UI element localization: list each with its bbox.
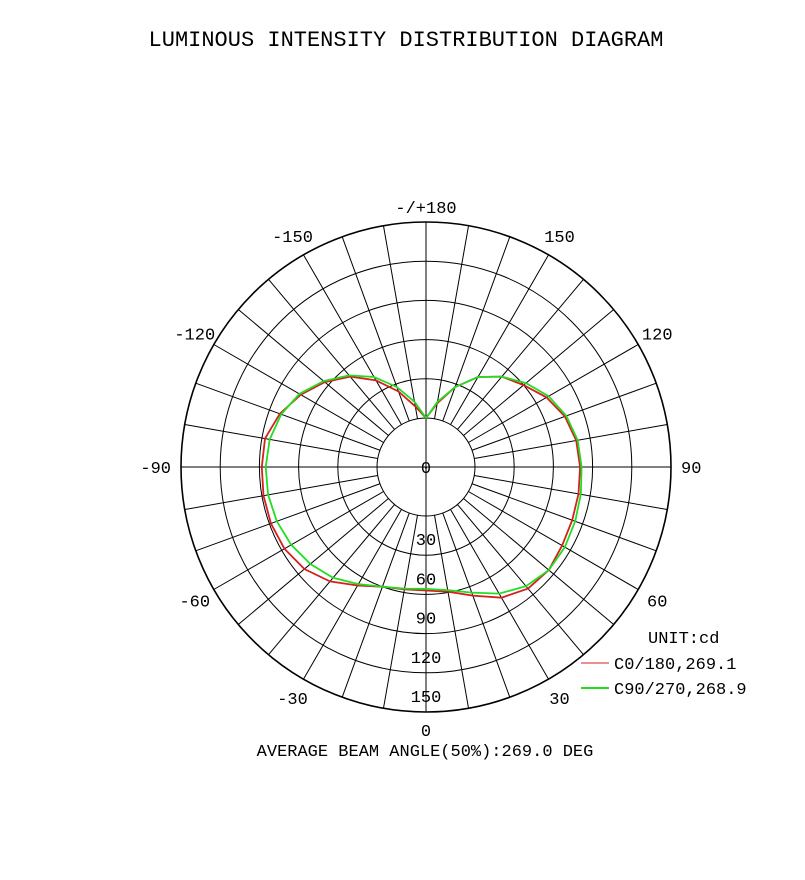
grid-spoke (443, 237, 510, 421)
legend-entry: C90/270,268.9 (614, 681, 747, 700)
angle-tick-label: 150 (544, 228, 575, 248)
angle-tick-label: 120 (641, 326, 673, 346)
grid-spoke (474, 476, 667, 510)
grid-spoke (238, 498, 388, 624)
grid-spoke (269, 505, 395, 655)
intensity-curves (262, 375, 582, 597)
angle-tick-label: -90 (140, 460, 171, 479)
grid-spoke (342, 237, 409, 421)
radial-tick-label: 30 (415, 532, 437, 552)
grid-spoke (457, 279, 583, 429)
angle-tick-label: 60 (647, 593, 668, 613)
grid-spoke (342, 513, 409, 697)
grid-spoke (464, 498, 614, 624)
radial-tick-label: 90 (415, 610, 437, 630)
angle-tick-label: -150 (272, 228, 313, 248)
beam-angle-footer: AVERAGE BEAM ANGLE(50%):269.0 DEG (256, 743, 594, 762)
grid-spoke (443, 513, 510, 697)
angle-tick-label: -60 (179, 593, 211, 613)
radial-tick-label: 120 (410, 649, 442, 669)
angle-tick-label: -120 (174, 326, 216, 346)
angle-tick-label: -30 (277, 691, 308, 711)
angle-tick-label: 30 (549, 691, 570, 711)
grid-spoke (196, 383, 380, 450)
legend-entry: C0/180,269.1 (614, 656, 737, 675)
angle-tick-label: -/+180 (395, 200, 457, 219)
grid-spoke (457, 505, 583, 655)
unit-label: UNIT:cd (648, 630, 720, 649)
grid-spoke (464, 310, 614, 436)
grid-spoke (435, 515, 469, 708)
radial-tick-label: 60 (415, 571, 437, 591)
angle-tick-label: 0 (420, 723, 432, 742)
angle-tick-label: 90 (681, 460, 702, 479)
radial-tick-label: 0 (420, 460, 432, 479)
chart-title: LUMINOUS INTENSITY DISTRIBUTION DIAGRAM (148, 28, 664, 53)
grid-spoke (185, 476, 378, 510)
grid-spoke (185, 424, 378, 458)
radial-tick-label: 150 (410, 689, 442, 708)
grid-spoke (238, 310, 388, 436)
grid-spoke (383, 515, 417, 708)
legend (581, 656, 747, 700)
